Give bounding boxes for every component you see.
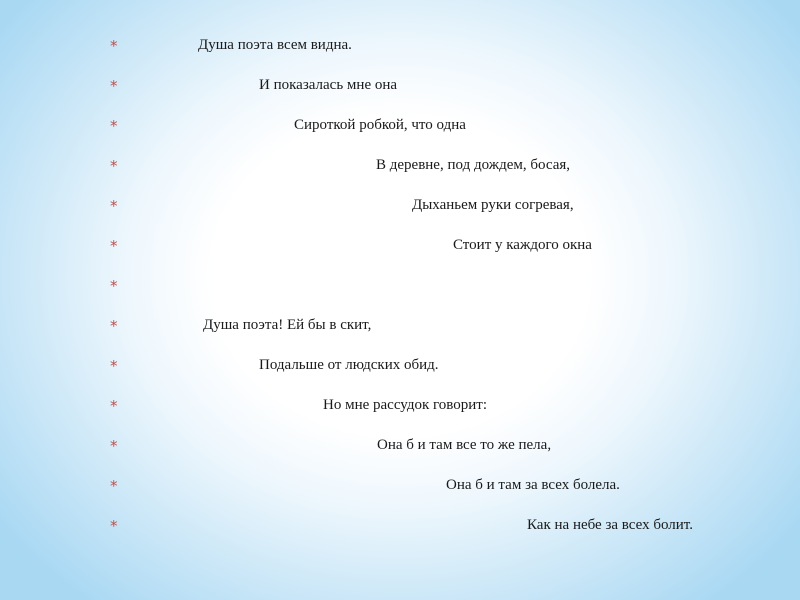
poem-line-text: Стоит у каждого окна: [453, 237, 592, 253]
poem-line: [0, 157, 800, 200]
poem-line-text: Подальше от людских обид.: [259, 357, 439, 373]
bullet-asterisk-icon: *: [110, 77, 118, 95]
bullet-asterisk-icon: *: [110, 437, 118, 455]
bullet-asterisk-icon: *: [110, 197, 118, 215]
poem-line-text: Она б и там за всех болела.: [446, 477, 620, 493]
bullet-asterisk-icon: *: [110, 157, 118, 175]
bullet-asterisk-icon: *: [110, 477, 118, 495]
poem-line-text: Как на небе за всех болит.: [527, 517, 693, 533]
poem-line: [0, 477, 800, 520]
poem-line: [0, 117, 800, 160]
bullet-asterisk-icon: *: [110, 357, 118, 375]
poem-line-text: И показалась мне она: [259, 77, 398, 93]
poem-line: [0, 197, 800, 240]
poem-line: [0, 237, 800, 280]
poem-line-empty: [0, 277, 800, 320]
poem-line-text: Сироткой робкой, что одна: [294, 117, 466, 133]
poem-line-text: Дыханьем руки согревая,: [412, 197, 574, 213]
poem-line: [0, 437, 800, 480]
poem-line: [0, 397, 800, 440]
bullet-asterisk-icon: *: [110, 117, 118, 135]
poem-line-text: Душа поэта всем видна.: [198, 37, 352, 53]
bullet-asterisk-icon: *: [110, 37, 118, 55]
poem-line: [0, 37, 800, 80]
poem-line: [0, 517, 800, 560]
poem-line: [0, 357, 800, 400]
poem-line-text: Но мне рассудок говорит:: [323, 397, 488, 413]
poem-line: [0, 77, 800, 120]
bullet-asterisk-icon: *: [110, 277, 118, 295]
poem-line-text: В деревне, под дождем, босая,: [376, 157, 571, 173]
bullet-asterisk-icon: *: [110, 237, 118, 255]
bullet-asterisk-icon: *: [110, 317, 118, 335]
poem-line: [0, 317, 800, 360]
poem-line-text: Она б и там все то же пела,: [377, 437, 552, 453]
poem-line-text: Душа поэта! Ей бы в скит,: [203, 317, 372, 333]
bullet-asterisk-icon: *: [110, 517, 118, 535]
bullet-asterisk-icon: *: [110, 397, 118, 415]
